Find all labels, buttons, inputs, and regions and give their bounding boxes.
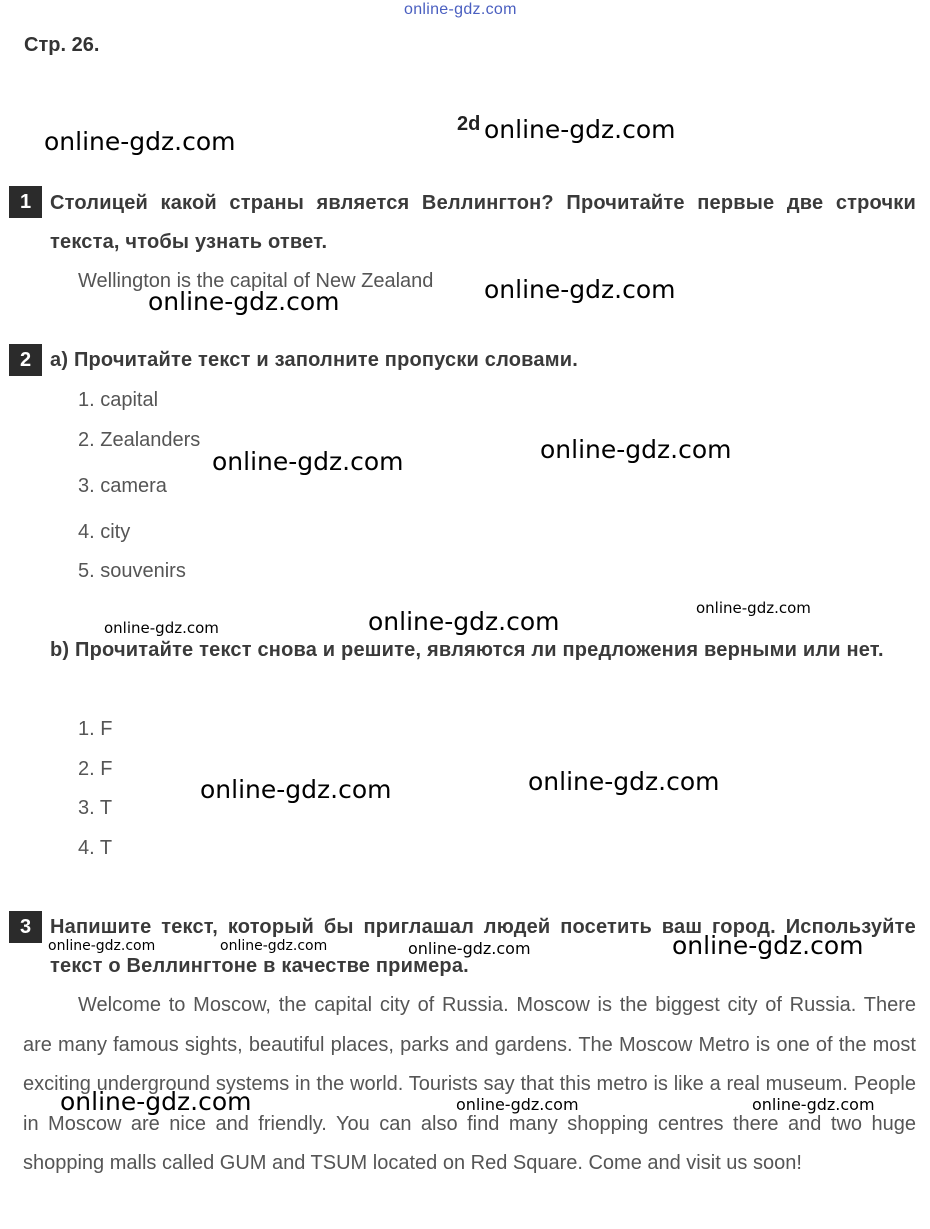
- watermark: online-gdz.com: [696, 599, 811, 617]
- page-number: Стр. 26.: [24, 34, 100, 56]
- watermark: online-gdz.com: [220, 938, 328, 954]
- watermark: online-gdz.com: [104, 619, 219, 637]
- watermark: online-gdz.com: [528, 767, 720, 796]
- watermark: online-gdz.com: [484, 115, 676, 144]
- section-code: 2d: [457, 113, 481, 135]
- answer-list-item: 2. F: [78, 758, 113, 780]
- top-watermark: online-gdz.com: [404, 1, 517, 18]
- answer-list-item: 5. souvenirs: [78, 560, 186, 582]
- task-2a-question: a) Прочитайте текст и заполните пропуски словами.: [50, 349, 578, 371]
- watermark: online-gdz.com: [408, 939, 531, 958]
- watermark: online-gdz.com: [752, 1095, 875, 1114]
- task-1-answer: Wellington is the capital of New Zealand: [78, 270, 434, 292]
- task-number-badge: 3: [9, 911, 42, 943]
- watermark: online-gdz.com: [368, 607, 560, 636]
- task-1-question: Столицей какой страны является Веллингтон? Прочитайте первые две строчки текста, чтобы узнать ответ.: [50, 192, 916, 253]
- task-3-question: Напишите текст, который бы приглашал людей посетить ваш город. Используйте текст о Веллингтоне в качестве примера.: [50, 916, 916, 977]
- answer-list-item: 2. Zealanders: [78, 429, 201, 451]
- watermark: online-gdz.com: [484, 275, 676, 304]
- answer-list-item: 1. F: [78, 718, 113, 740]
- answer-list-item: 4. city: [78, 521, 131, 543]
- watermark: online-gdz.com: [60, 1087, 252, 1116]
- watermark: online-gdz.com: [200, 775, 392, 804]
- watermark: online-gdz.com: [212, 447, 404, 476]
- watermark: online-gdz.com: [48, 938, 156, 954]
- task-3-answer-essay: Welcome to Moscow, the capital city of Russia. Moscow is the biggest city of Russia. There are many famous sights, beautiful places, parks and gardens. The Moscow Metro is one of the most exciting underground systems in the world. Tourists say that this metro is like a real museum. People in Moscow are nice and friendly. You can also find many shopping centres there and two huge shopping malls called GUM and TSUM located on Red Square. Come and visit us soon!: [23, 994, 916, 1174]
- watermark: online-gdz.com: [44, 127, 236, 156]
- watermark: online-gdz.com: [672, 931, 864, 960]
- answer-list-item: 3. camera: [78, 475, 167, 497]
- task-number-badge: 1: [9, 186, 42, 218]
- watermark: online-gdz.com: [456, 1095, 579, 1114]
- answer-list-item: 1. capital: [78, 389, 159, 411]
- answer-list-item: 3. T: [78, 797, 113, 819]
- task-2b-question-text: b) Прочитайте текст снова и решите, являются ли предложения верными или нет.: [50, 639, 884, 661]
- watermark: online-gdz.com: [148, 287, 340, 316]
- watermark: online-gdz.com: [540, 435, 732, 464]
- task-number-badge: 2: [9, 344, 42, 376]
- answer-list-item: 4. T: [78, 837, 113, 859]
